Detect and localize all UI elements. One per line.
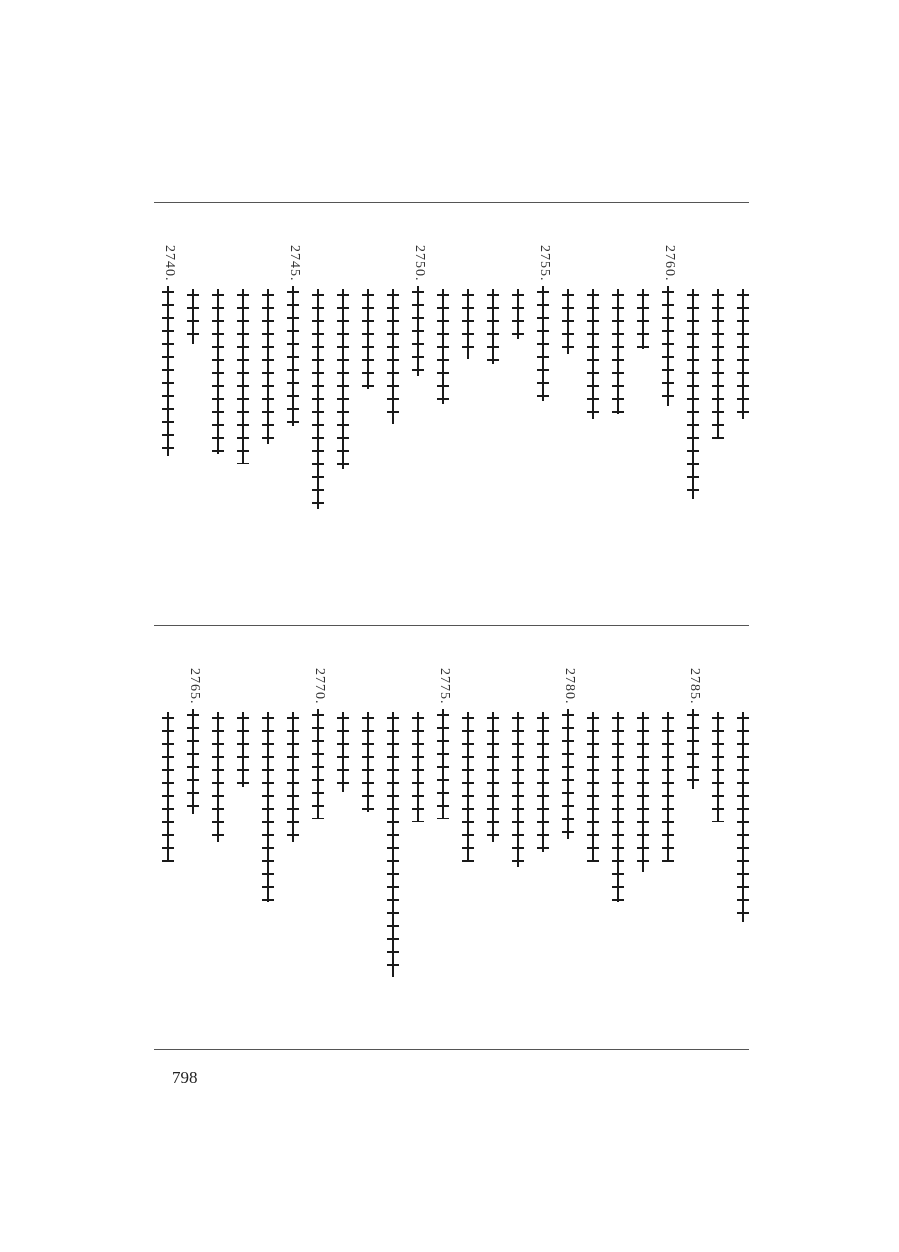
- mongolian-script-text: [735, 289, 751, 419]
- verse-number: 2760.: [662, 245, 677, 282]
- mongolian-script-text: [360, 712, 376, 812]
- verse-line: [232, 245, 254, 464]
- verse-line: [357, 245, 379, 389]
- verse-line: [332, 668, 354, 792]
- verse-number: 2780.: [562, 668, 577, 705]
- mongolian-script-text: [435, 709, 451, 819]
- mongolian-script-text: [410, 286, 426, 376]
- mongolian-script-text: [260, 289, 276, 444]
- mongolian-script-text: [660, 286, 676, 406]
- verse-number: 2755.: [537, 245, 552, 282]
- verse-line: [657, 245, 679, 406]
- verse-number: 2775.: [437, 668, 452, 705]
- verse-line: [382, 245, 404, 424]
- mongolian-script-text: [335, 712, 351, 792]
- verse-line: [557, 668, 579, 839]
- verse-line: [632, 668, 654, 872]
- verse-line: [657, 668, 679, 862]
- mongolian-script-text: [635, 712, 651, 872]
- mongolian-script-text: [610, 289, 626, 414]
- verse-line: [482, 668, 504, 842]
- mongolian-script-text: [485, 289, 501, 364]
- mongolian-script-text: [185, 709, 201, 814]
- verse-line: [682, 245, 704, 499]
- verse-line: [457, 245, 479, 359]
- verse-line: [607, 668, 629, 902]
- verse-line: [632, 245, 654, 349]
- mongolian-script-text: [160, 712, 176, 862]
- verse-line: [282, 668, 304, 842]
- mongolian-script-text: [435, 289, 451, 404]
- mongolian-script-text: [660, 712, 676, 862]
- mongolian-script-text: [610, 712, 626, 902]
- verse-line: [507, 245, 529, 339]
- verse-line: [732, 245, 754, 419]
- mongolian-script-text: [685, 289, 701, 499]
- verse-number: 2785.: [687, 668, 702, 705]
- mongolian-script-text: [285, 286, 301, 426]
- middle-rule: [154, 625, 749, 626]
- mongolian-script-text: [285, 712, 301, 842]
- verse-line: [382, 668, 404, 977]
- mongolian-script-text: [710, 712, 726, 822]
- verse-line: [157, 668, 179, 862]
- mongolian-script-text: [210, 289, 226, 454]
- verse-line: [607, 245, 629, 414]
- mongolian-script-text: [235, 289, 251, 464]
- verse-line: [582, 668, 604, 862]
- verse-line: [207, 668, 229, 842]
- verse-line: [282, 245, 304, 426]
- verse-line: [407, 245, 429, 376]
- verse-line: [532, 245, 554, 401]
- verse-line: [582, 245, 604, 419]
- mongolian-script-text: [210, 712, 226, 842]
- verse-line: [307, 668, 329, 819]
- verse-number: 2770.: [312, 668, 327, 705]
- mongolian-script-text: [385, 712, 401, 977]
- verse-number: 2750.: [412, 245, 427, 282]
- verse-line: [307, 245, 329, 509]
- verse-line: [707, 245, 729, 439]
- mongolian-script-text: [460, 289, 476, 359]
- mongolian-script-text: [585, 712, 601, 862]
- mongolian-script-text: [260, 712, 276, 902]
- verse-line: [257, 245, 279, 444]
- mongolian-script-text: [535, 286, 551, 401]
- mongolian-script-text: [560, 289, 576, 354]
- mongolian-script-text: [735, 712, 751, 922]
- mongolian-script-text: [585, 289, 601, 419]
- verse-line: [357, 668, 379, 812]
- verse-line: [157, 245, 179, 456]
- verse-number: 2765.: [187, 668, 202, 705]
- mongolian-script-text: [310, 709, 326, 819]
- verse-line: [182, 245, 204, 344]
- verse-line: [457, 668, 479, 862]
- top-rule: [154, 202, 749, 203]
- mongolian-script-text: [685, 709, 701, 789]
- mongolian-script-text: [485, 712, 501, 842]
- mongolian-script-text: [185, 289, 201, 344]
- verse-line: [257, 668, 279, 902]
- mongolian-script-text: [160, 286, 176, 456]
- verse-line: [557, 245, 579, 354]
- mongolian-script-text: [535, 712, 551, 852]
- mongolian-script-text: [360, 289, 376, 389]
- bottom-rule: [154, 1049, 749, 1050]
- mongolian-script-text: [635, 289, 651, 349]
- verse-line: [432, 668, 454, 819]
- mongolian-script-text: [460, 712, 476, 862]
- verse-line: [182, 668, 204, 814]
- verse-line: [207, 245, 229, 454]
- mongolian-script-text: [410, 712, 426, 822]
- mongolian-script-text: [385, 289, 401, 424]
- mongolian-script-text: [510, 289, 526, 339]
- verse-line: [482, 245, 504, 364]
- mongolian-script-text: [710, 289, 726, 439]
- verse-line: [682, 668, 704, 789]
- verse-line: [732, 668, 754, 922]
- verse-line: [407, 668, 429, 822]
- verse-line: [532, 668, 554, 852]
- mongolian-script-text: [235, 712, 251, 787]
- verse-line: [432, 245, 454, 404]
- verse-line: [707, 668, 729, 822]
- mongolian-script-text: [310, 289, 326, 509]
- verse-line: [232, 668, 254, 787]
- mongolian-script-text: [510, 712, 526, 867]
- verse-number: 2745.: [287, 245, 302, 282]
- verse-line: [332, 245, 354, 469]
- page-number: 798: [172, 1068, 198, 1087]
- verse-line: [507, 668, 529, 867]
- mongolian-script-text: [560, 709, 576, 839]
- mongolian-script-text: [335, 289, 351, 469]
- verse-number: 2740.: [162, 245, 177, 282]
